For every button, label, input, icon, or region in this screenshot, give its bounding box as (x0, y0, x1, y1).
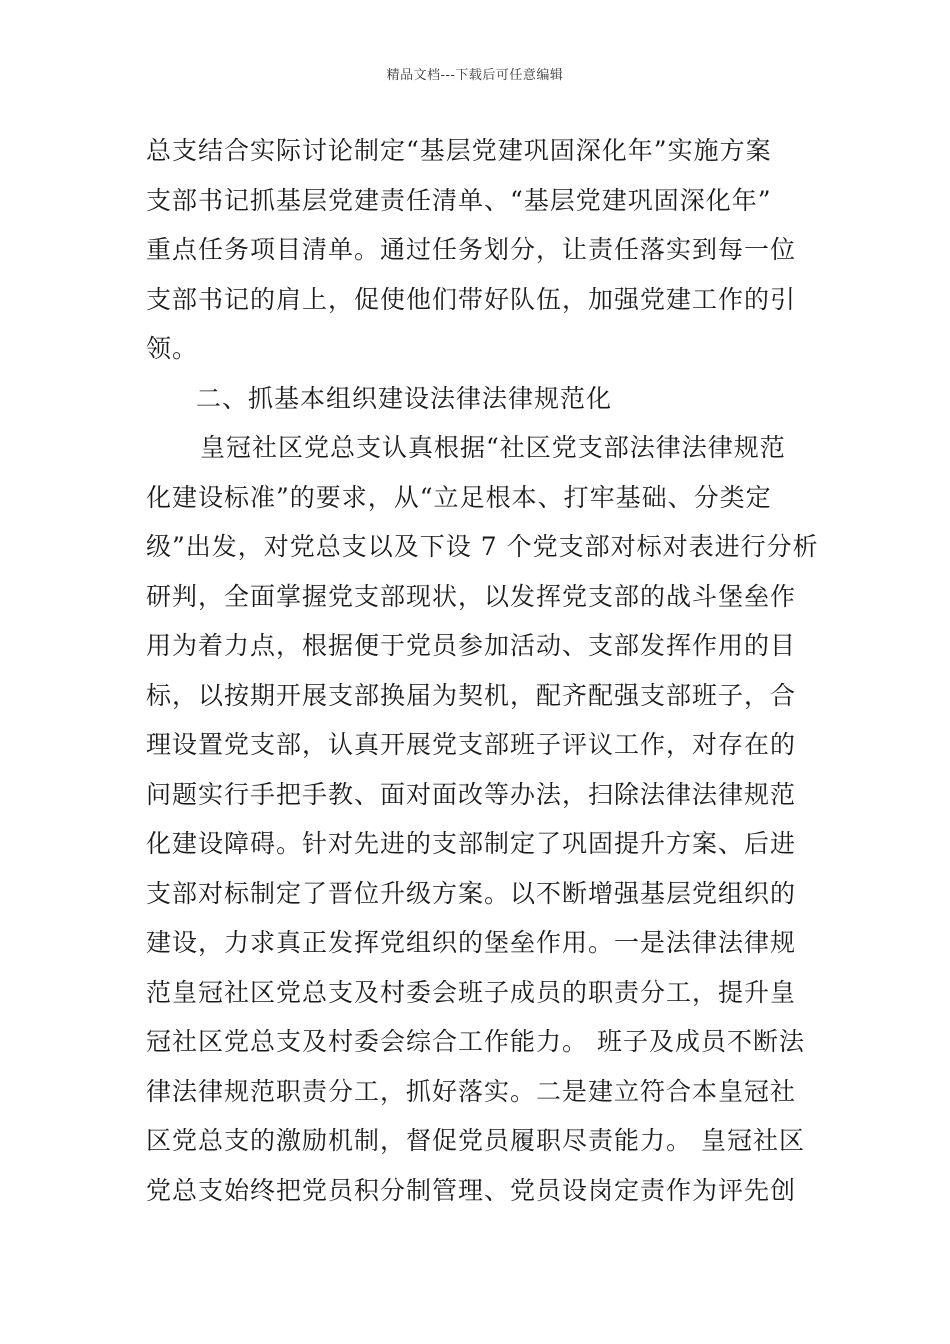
text-line: 皇冠社区党总支认真根据“社区党支部法律法律规范 (200, 433, 786, 462)
page-header: 精品文档---下载后可任意编辑 (386, 68, 564, 83)
text-line: 冠社区党总支及村委会综合工作能力。 班子及成员不断法 (146, 1027, 805, 1056)
text-line: 化建设标准”的要求，从“立足根本、打牢基础、分类定 (146, 482, 772, 512)
text-line: 支部书记抓基层党建责任清单、“基层党建巩固深化年” (146, 185, 772, 215)
text-line: 研判，全面掌握党支部现状，以发挥党支部的战斗堡垒作 (146, 581, 797, 611)
text-line: 党总支始终把党员积分制管理、党员设岗定责作为评先创 (146, 1175, 797, 1205)
section-heading: 二、抓基本组织建设法律法律规范化 (196, 383, 613, 413)
text-line: 支部对标制定了晋位升级方案。以不断增强基层党组织的 (146, 878, 797, 908)
text-line: 用为着力点，根据便于党员参加活动、支部发挥作用的目 (146, 631, 797, 660)
text-line: 领。 (146, 334, 199, 363)
text-line: 级”出发，对党总支以及下设 7 个党支部对标对表进行分析 (146, 532, 819, 561)
text-line: 总支结合实际讨论制定“基层党建巩固深化年”实施方案 (146, 136, 772, 165)
text-line: 律法律规范职责分工，抓好落实。二是建立符合本皇冠社 (146, 1076, 797, 1106)
text-line: 标，以按期开展支部换届为契机，配齐配强支部班子，合 (146, 680, 797, 710)
text-line: 化建设障碍。针对先进的支部制定了巩固提升方案、后进 (146, 829, 797, 858)
text-line: 问题实行手把手教、面对面改等办法，扫除法律法律规范 (146, 779, 797, 809)
text-line: 区党总支的激励机制，督促党员履职尽责能力。 皇冠社区 (146, 1126, 805, 1155)
text-line: 建设，力求真正发挥党组织的堡垒作用。一是法律法律规 (146, 928, 797, 957)
text-line: 支部书记的肩上，促使他们带好队伍，加强党建工作的引 (146, 284, 797, 314)
body-text (146, 126, 819, 1215)
text-line: 范皇冠社区党总支及村委会班子成员的职责分工，提升皇 (146, 977, 797, 1007)
text-line: 理设置党支部，认真开展党支部班子评议工作，对存在的 (146, 730, 797, 759)
text-line: 重点任务项目清单。通过任务划分，让责任落实到每一位 (146, 235, 797, 264)
